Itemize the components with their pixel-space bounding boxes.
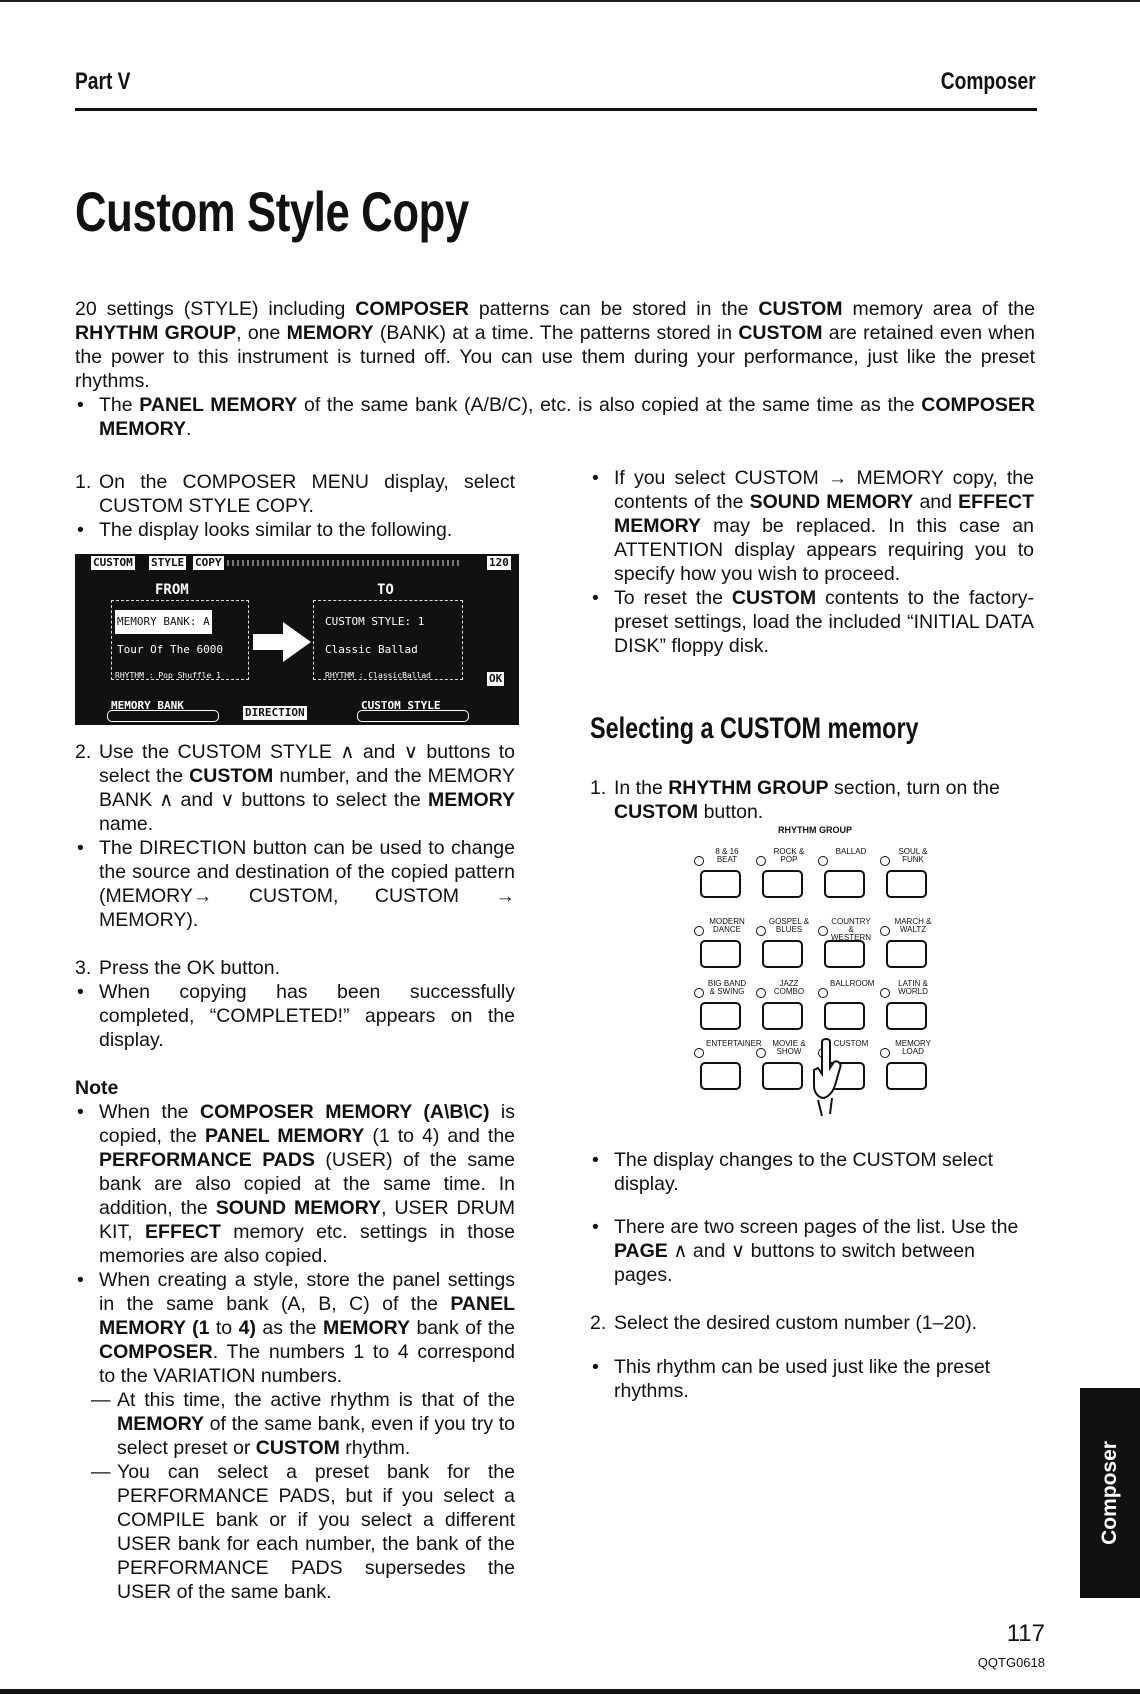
lcd-memory-bank-slider — [107, 710, 219, 722]
step-number: 2. — [75, 741, 92, 763]
rhythm-group-button[interactable] — [762, 1062, 803, 1090]
rhythm-group-label: LATIN & WORLD — [898, 979, 928, 996]
bold-term: COMPOSER — [355, 298, 470, 320]
rhythm-group-label: 8 & 16 BEAT — [715, 847, 739, 864]
bold-term: MEMORY — [322, 1317, 410, 1339]
bold-term: RHYTHM GROUP — [75, 322, 237, 344]
bold-term: PANEL MEMORY — [139, 394, 298, 416]
indicator-led — [880, 926, 890, 936]
rhythm-group-button[interactable] — [824, 940, 865, 968]
left-column — [75, 470, 515, 542]
page-title: Custom Style Copy — [75, 180, 469, 243]
text-run: rhythm. — [339, 1437, 411, 1459]
text-run: as the — [255, 1317, 323, 1339]
lcd-tab-copy: COPY — [195, 556, 222, 569]
step-number: 2. — [590, 1312, 607, 1334]
bold-term: CUSTOM — [738, 322, 823, 344]
intro-paragraph — [75, 297, 1035, 393]
dash-text — [117, 1389, 515, 1459]
indicator-led — [694, 1048, 704, 1058]
indicator-led — [818, 926, 828, 936]
text-run: number, and the MEMORY BANK ∧ and ∨ buttons to select the — [99, 765, 516, 811]
rhythm-group-button[interactable] — [886, 870, 927, 898]
indicator-led — [756, 926, 766, 936]
bold-term: SOUND MEMORY — [749, 491, 914, 513]
step-1 — [75, 470, 515, 518]
bold-term: COMPOSER MEMORY — [99, 394, 1035, 440]
lcd-tempo: 120 — [489, 556, 509, 569]
rhythm-group-label: CUSTOM — [833, 1039, 869, 1048]
right-bullet-3: • The display changes to the CUSTOM select display. — [590, 1148, 1034, 1196]
bold-term: PERFORMANCE PADS — [99, 1149, 315, 1171]
text-run: (USER) of the same bank are also copied at the same time. In addition, the — [99, 1149, 516, 1219]
bold-term: MEMORY — [427, 789, 515, 811]
rhythm-group-label: MEMORY LOAD — [895, 1039, 931, 1056]
lcd-btn-memory-bank: MEMORY BANK — [111, 699, 184, 712]
intro — [75, 297, 1035, 441]
text-run: memory area of the — [842, 298, 1035, 320]
note-bullet-2 — [75, 1268, 515, 1388]
rhythm-group-button[interactable] — [824, 870, 865, 898]
lcd-to-name: Classic Ballad — [325, 643, 418, 656]
lcd-tab-custom: CUSTOM — [93, 556, 133, 569]
text-run: button. — [698, 800, 764, 823]
bold-term: CUSTOM — [758, 298, 843, 320]
text-run: bank of the — [410, 1317, 515, 1339]
text-run: section, turn on the — [828, 776, 1000, 799]
text-run: contents to the factory-preset settings, load the included “INITIAL DATA DISK” floppy disk. — [614, 587, 1034, 657]
document-code: QQTG0618 — [977, 1655, 1045, 1670]
text-run: If you select CUSTOM → MEMORY copy, the contents of the — [614, 467, 1034, 513]
step-number: 3. — [75, 957, 92, 979]
bold-term: PANEL MEMORY — [205, 1125, 365, 1147]
bold-term: PAGE — [614, 1240, 668, 1262]
rhythm-group-button[interactable] — [762, 870, 803, 898]
rhythm-group-label: ROCK & POP — [773, 847, 805, 864]
text-run: , one — [236, 322, 287, 344]
rhythm-group-title: RHYTHM GROUP — [778, 825, 852, 835]
lcd-btn-custom-style: CUSTOM STYLE — [361, 699, 441, 712]
lcd-memory-bank: MEMORY BANK: A — [115, 610, 212, 634]
rhythm-group-button[interactable] — [700, 1062, 741, 1090]
text-run: In the — [614, 776, 669, 799]
bold-term: COMPOSER MEMORY (A\B\C) — [200, 1101, 490, 1123]
bold-term: MEMORY — [117, 1413, 205, 1435]
lcd-to-rhythm: RHYTHM : ClassicBallad — [325, 671, 431, 680]
header-rule — [75, 108, 1037, 111]
side-tab — [1080, 1388, 1140, 1598]
bold-term: COMPOSER — [99, 1341, 213, 1363]
lcd-from-rhythm: RHYTHM : Pop Shuffle 1 — [115, 671, 221, 680]
indicator-led — [818, 856, 828, 866]
rhythm-group-button[interactable] — [700, 940, 741, 968]
rhythm-group-button[interactable] — [700, 870, 741, 898]
rhythm-group-button[interactable] — [762, 1002, 803, 1030]
bold-term: CUSTOM — [255, 1437, 340, 1459]
header-section: Composer — [941, 68, 1036, 95]
text-run: There are two screen pages of the list. Use the — [614, 1216, 1019, 1238]
right-bullet-5: • This rhythm can be used just like the preset rhythms. — [590, 1355, 1034, 1403]
rhythm-group-label: COUNTRY & WESTERN — [831, 917, 871, 942]
rhythm-group-label: JAZZ COMBO — [773, 979, 805, 996]
rhythm-group-button[interactable] — [886, 1062, 927, 1090]
right-bullet-2 — [590, 586, 1034, 658]
lcd-to-label: TO — [377, 582, 394, 598]
section-heading: Selecting a CUSTOM memory — [590, 712, 919, 745]
lcd-btn-direction: DIRECTION — [245, 706, 305, 719]
text-run: of the same bank, even if you try to select preset or — [117, 1413, 515, 1459]
indicator-led — [694, 988, 704, 998]
text-run: Use the CUSTOM STYLE ∧ and ∨ buttons to select the — [99, 741, 515, 787]
rhythm-group-label: MOVIE & SHOW — [772, 1039, 806, 1056]
left-column-cont — [75, 740, 515, 1604]
indicator-led — [818, 988, 828, 998]
note-heading: Note — [75, 1077, 119, 1099]
step-1-select — [590, 776, 1034, 824]
right-column-lower — [590, 1128, 1034, 1422]
bold-term: EFFECT MEMORY — [614, 491, 1035, 537]
rhythm-group-button[interactable] — [762, 940, 803, 968]
text-run: (BANK) at a time. The patterns stored in — [373, 322, 739, 344]
indicator-led — [694, 926, 704, 936]
rhythm-group-label: BALLAD — [835, 847, 867, 856]
step-text: Press the OK button. — [99, 957, 281, 979]
text-run: . — [186, 418, 192, 440]
note-dash-2: — You can select a preset bank for the PERFORMANCE PADS, but if you select a COMPILE bank or if you select a different USER bank for each number, the bank of the PERFORMANCE PADS supersedes the USER of the same bank. — [91, 1461, 515, 1603]
step-number: 1. — [75, 471, 92, 493]
rhythm-group-button[interactable] — [824, 1002, 865, 1030]
bold-term: MEMORY — [286, 322, 374, 344]
text-run: When creating a style, store the panel settings in the same bank (A, B, C) of the — [99, 1269, 515, 1315]
text-run: memory etc. settings in those memories are also copied. — [99, 1221, 515, 1267]
rhythm-group-label: MARCH & WALTZ — [894, 917, 932, 934]
rhythm-group-panel — [690, 818, 940, 1118]
rhythm-group-label: MODERN DANCE — [709, 917, 745, 934]
step-text: On the COMPOSER MENU display, select CUSTOM STYLE COPY. — [99, 471, 515, 517]
lcd-custom-style: CUSTOM STYLE: 1 — [325, 615, 425, 628]
pointing-hand-icon — [808, 1038, 848, 1118]
bold-term: CUSTOM — [189, 765, 274, 787]
rhythm-group-label: GOSPEL & BLUES — [768, 917, 810, 934]
text-run: are retained even when the power to this instrument is turned off. You can use them during your performance, just like the preset rhythms. — [75, 322, 1035, 392]
bold-term: CUSTOM — [614, 800, 699, 823]
side-tab-label: Composer — [1098, 1441, 1121, 1545]
step-2 — [75, 740, 515, 836]
bold-term: RHYTHM GROUP — [668, 776, 829, 799]
rhythm-group-button[interactable] — [700, 1002, 741, 1030]
rhythm-group-button[interactable] — [886, 940, 927, 968]
text-run: to — [209, 1317, 239, 1339]
step-1-bullet: • The display looks similar to the following. — [75, 518, 515, 542]
text-run: To reset the — [614, 587, 732, 609]
indicator-led — [880, 1048, 890, 1058]
step-3 — [75, 956, 515, 980]
text-run: ∧ and ∨ buttons to switch between pages. — [614, 1240, 975, 1286]
text-run: is copied, the — [99, 1101, 516, 1147]
right-bullet-1 — [590, 466, 1034, 586]
note-dash-1: — At this time, the active rhythm is that of the MEMORY of the same bank, even if you try to select preset or CUSTOM rhythm. — [91, 1389, 515, 1459]
indicator-led — [756, 856, 766, 866]
text-run: , USER DRUM KIT, — [99, 1197, 515, 1243]
step-text: Select the desired custom number (1–20). — [614, 1312, 978, 1334]
lcd-custom-style-slider — [357, 710, 469, 722]
top-rule — [0, 0, 1140, 2]
rhythm-group-button[interactable] — [886, 1002, 927, 1030]
text-run: name. — [99, 813, 154, 835]
lcd-tab-style: STYLE — [151, 556, 185, 569]
step-3-bullet: • When copying has been successfully completed, “COMPLETED!” appears on the display. — [75, 980, 515, 1052]
bold-term: PANEL MEMORY (1 — [99, 1293, 515, 1339]
text-run: and — [913, 491, 959, 513]
bold-term: 4) — [238, 1317, 256, 1339]
page-number: 117 — [1006, 1620, 1045, 1647]
arrow-right-icon — [253, 622, 311, 662]
lcd-from-label: FROM — [155, 582, 189, 598]
bold-term: EFFECT — [145, 1221, 221, 1243]
text-run: (1 to 4) and the — [364, 1125, 516, 1147]
bold-term: CUSTOM — [731, 587, 817, 609]
indicator-led — [880, 856, 890, 866]
step-text — [99, 741, 515, 835]
rhythm-group-label: ENTERTAINER — [706, 1039, 762, 1048]
text-run: . The numbers 1 to 4 correspond to the VARIATION numbers. — [99, 1341, 515, 1387]
lcd-ok: OK — [489, 672, 503, 685]
right-column — [590, 466, 1034, 658]
right-bullet-4 — [590, 1215, 1034, 1287]
step-text — [614, 777, 1000, 823]
rhythm-group-label: BIG BAND & SWING — [707, 979, 747, 996]
indicator-led — [756, 1048, 766, 1058]
indicator-led — [880, 988, 890, 998]
header-part: Part V — [75, 68, 131, 95]
step-2-bullet: • The DIRECTION button can be used to change the source and destination of the copied pattern (MEMORY→ CUSTOM, CUSTOM → MEMORY). — [75, 836, 515, 932]
step-number: 1. — [590, 776, 607, 799]
lcd-dotted-bar — [227, 560, 462, 566]
dash-text: You can select a preset bank for the PERFORMANCE PADS, but if you select a COMPILE bank or if you select a different USER bank for each number, the bank of the PERFORMANCE PADS supersedes the USER of the same bank. — [117, 1461, 515, 1603]
bottom-rule — [0, 1689, 1140, 1694]
text-run: patterns can be stored in the — [469, 298, 759, 320]
indicator-led — [694, 856, 704, 866]
text-run: 20 settings (STYLE) including — [75, 298, 356, 320]
step-2-select — [590, 1311, 1034, 1335]
intro-bullet — [75, 393, 1035, 441]
text-run: may be replaced. In this case an ATTENTION display appears requiring you to specify how you wish to proceed. — [614, 515, 1034, 585]
lcd-from-name: Tour Of The 6000 — [117, 643, 223, 656]
bold-term: SOUND MEMORY — [215, 1197, 382, 1219]
note-bullet-1 — [75, 1100, 515, 1268]
text-run: The — [99, 394, 140, 416]
rhythm-group-label: BALLROOM — [830, 979, 875, 988]
lcd-display — [75, 554, 519, 725]
text-run: At this time, the active rhythm is that of the — [117, 1389, 515, 1411]
text-run: When the — [99, 1101, 200, 1123]
rhythm-group-label: SOUL & FUNK — [898, 847, 928, 864]
indicator-led — [756, 988, 766, 998]
text-run: of the same bank (A/B/C), etc. is also copied at the same time as the — [297, 394, 922, 416]
